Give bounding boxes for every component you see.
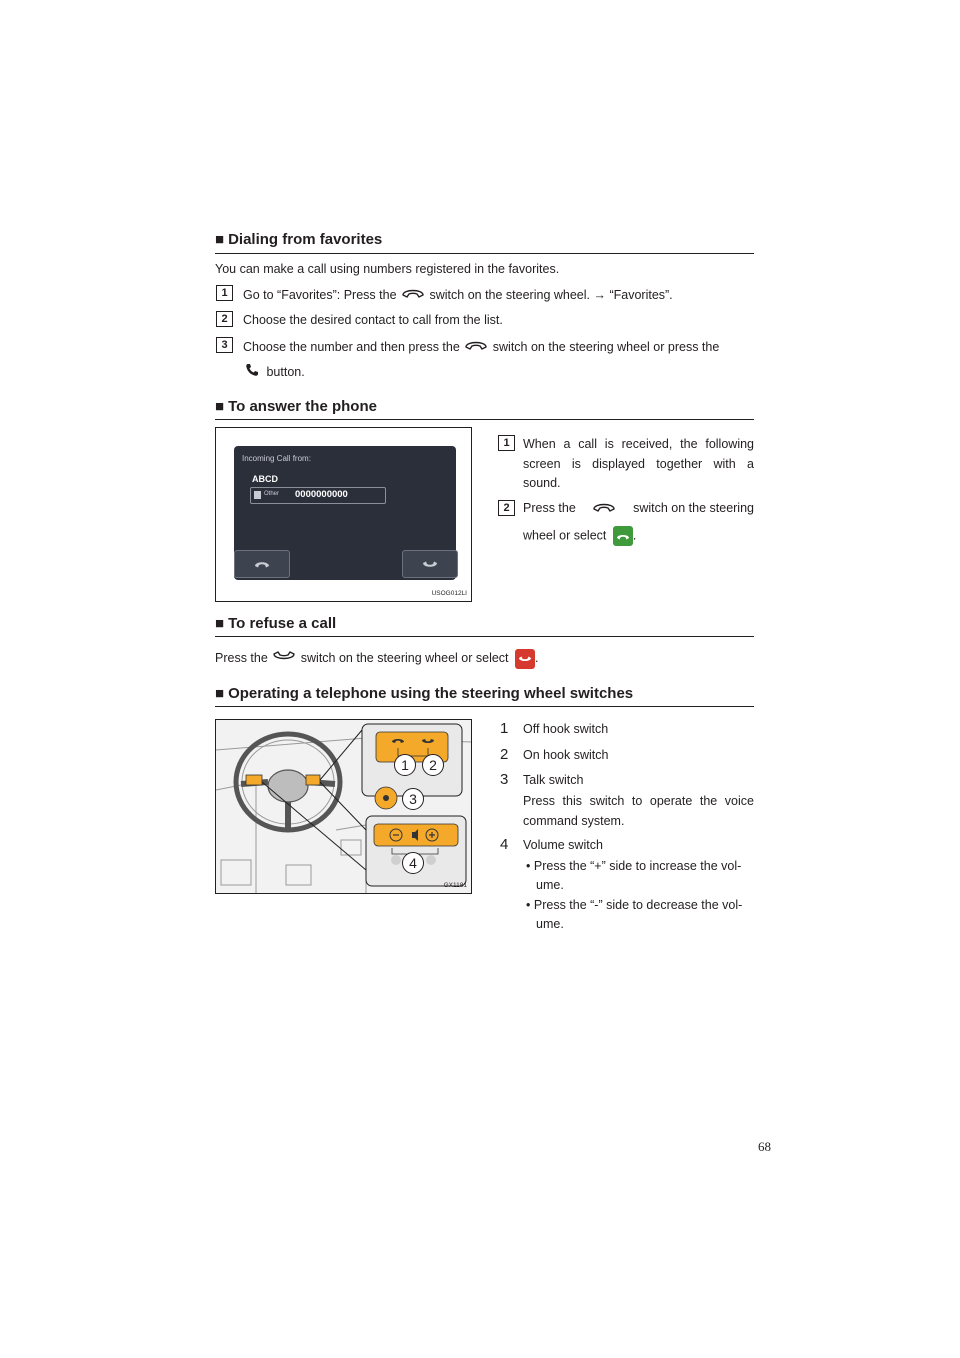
favorites-step-2: Choose the desired contact to call from the list. xyxy=(243,313,503,327)
caller-number-row xyxy=(250,487,386,504)
off-hook-icon xyxy=(463,337,489,358)
volume-bullet-2: • Press the “-” side to decrease the vol- xyxy=(526,898,743,912)
off-hook-icon xyxy=(253,557,271,571)
dashboard-drawing xyxy=(216,720,471,893)
callout-3: 3 xyxy=(402,788,424,810)
bullet: • xyxy=(526,898,531,912)
square-bullet-icon: ■ xyxy=(215,685,225,702)
volume-bullet-2-cont: ume. xyxy=(536,917,564,931)
square-bullet-icon: ■ xyxy=(215,615,225,632)
page-number: 68 xyxy=(758,1139,771,1154)
refuse-call-button[interactable] xyxy=(515,649,535,669)
answer-call-button[interactable] xyxy=(613,526,633,546)
callout-1: 1 xyxy=(394,754,416,776)
incoming-call-screenshot xyxy=(215,427,472,602)
item-number-1: 1 xyxy=(500,720,509,737)
caller-number: 0000000000 xyxy=(295,489,348,500)
answer-step-2: Press the switch on the steering xyxy=(523,499,754,520)
contact-type-label: Other xyxy=(264,491,280,497)
divider xyxy=(215,706,754,707)
talk-switch-desc: Press this switch to operate the voice command system. xyxy=(523,794,754,828)
callout-2: 2 xyxy=(422,754,444,776)
favorites-step-1: Go to “Favorites”: Press the switch on the steering wheel. → “Favorites”. xyxy=(243,285,673,306)
caller-name: ABCD xyxy=(252,474,278,484)
answer-call-button[interactable] xyxy=(234,550,290,578)
off-hook-icon xyxy=(400,285,426,306)
answer-step-1: When a call is received, the following screen is displayed together with a sound. xyxy=(523,437,754,490)
item-number-4: 4 xyxy=(500,836,509,853)
bullet: • xyxy=(526,859,531,873)
refuse-text: Press the switch on the steering wheel or select . xyxy=(215,648,539,669)
on-hook-switch-label: On hook switch xyxy=(523,748,609,762)
section-heading-switches: ■ Operating a telephone using the steering wheel switches xyxy=(215,685,634,702)
step-number-2: 2 xyxy=(216,311,233,327)
answer-step-2-cont: wheel or select . xyxy=(523,526,636,546)
image-code: GX1181 xyxy=(443,882,467,889)
step-number-1: 1 xyxy=(498,435,515,451)
on-hook-icon xyxy=(271,648,297,669)
screen-display xyxy=(234,446,456,580)
divider xyxy=(215,636,754,637)
favorites-step-3-cont: button. xyxy=(245,363,305,382)
section-heading-answer: ■ To answer the phone xyxy=(215,398,377,415)
section-heading-favorites: ■ Dialing from favorites xyxy=(215,231,383,248)
steering-wheel-illustration xyxy=(215,719,472,894)
phone-handset-icon xyxy=(245,363,259,382)
section-heading-refuse: ■ To refuse a call xyxy=(215,615,337,632)
on-hook-icon xyxy=(421,557,439,571)
talk-switch-label: Talk switch xyxy=(523,773,584,787)
image-code: USOG012LI xyxy=(431,590,467,597)
off-hook-icon xyxy=(591,499,617,520)
item-number-3: 3 xyxy=(500,771,509,788)
step-number-3: 3 xyxy=(216,337,233,353)
step-number-1: 1 xyxy=(216,285,233,301)
favorites-step-3: Choose the number and then press the switch on the steering wheel or press the xyxy=(243,337,754,358)
contact-type-icon xyxy=(254,491,261,499)
callout-4: 4 xyxy=(402,852,424,874)
square-bullet-icon: ■ xyxy=(215,398,225,415)
off-hook-switch-label: Off hook switch xyxy=(523,722,609,736)
volume-bullet-1-cont: ume. xyxy=(536,878,564,892)
step-number-2: 2 xyxy=(498,500,515,516)
favorites-intro: You can make a call using numbers registered in the favorites. xyxy=(215,262,560,276)
volume-switch-label: Volume switch xyxy=(523,838,603,852)
refuse-call-button[interactable] xyxy=(402,550,458,578)
divider xyxy=(215,253,754,254)
square-bullet-icon: ■ xyxy=(215,231,225,248)
divider xyxy=(215,419,754,420)
item-number-2: 2 xyxy=(500,746,509,763)
volume-bullet-1: • Press the “+” side to increase the vol- xyxy=(526,859,742,873)
incoming-call-title: Incoming Call from: xyxy=(242,454,311,463)
